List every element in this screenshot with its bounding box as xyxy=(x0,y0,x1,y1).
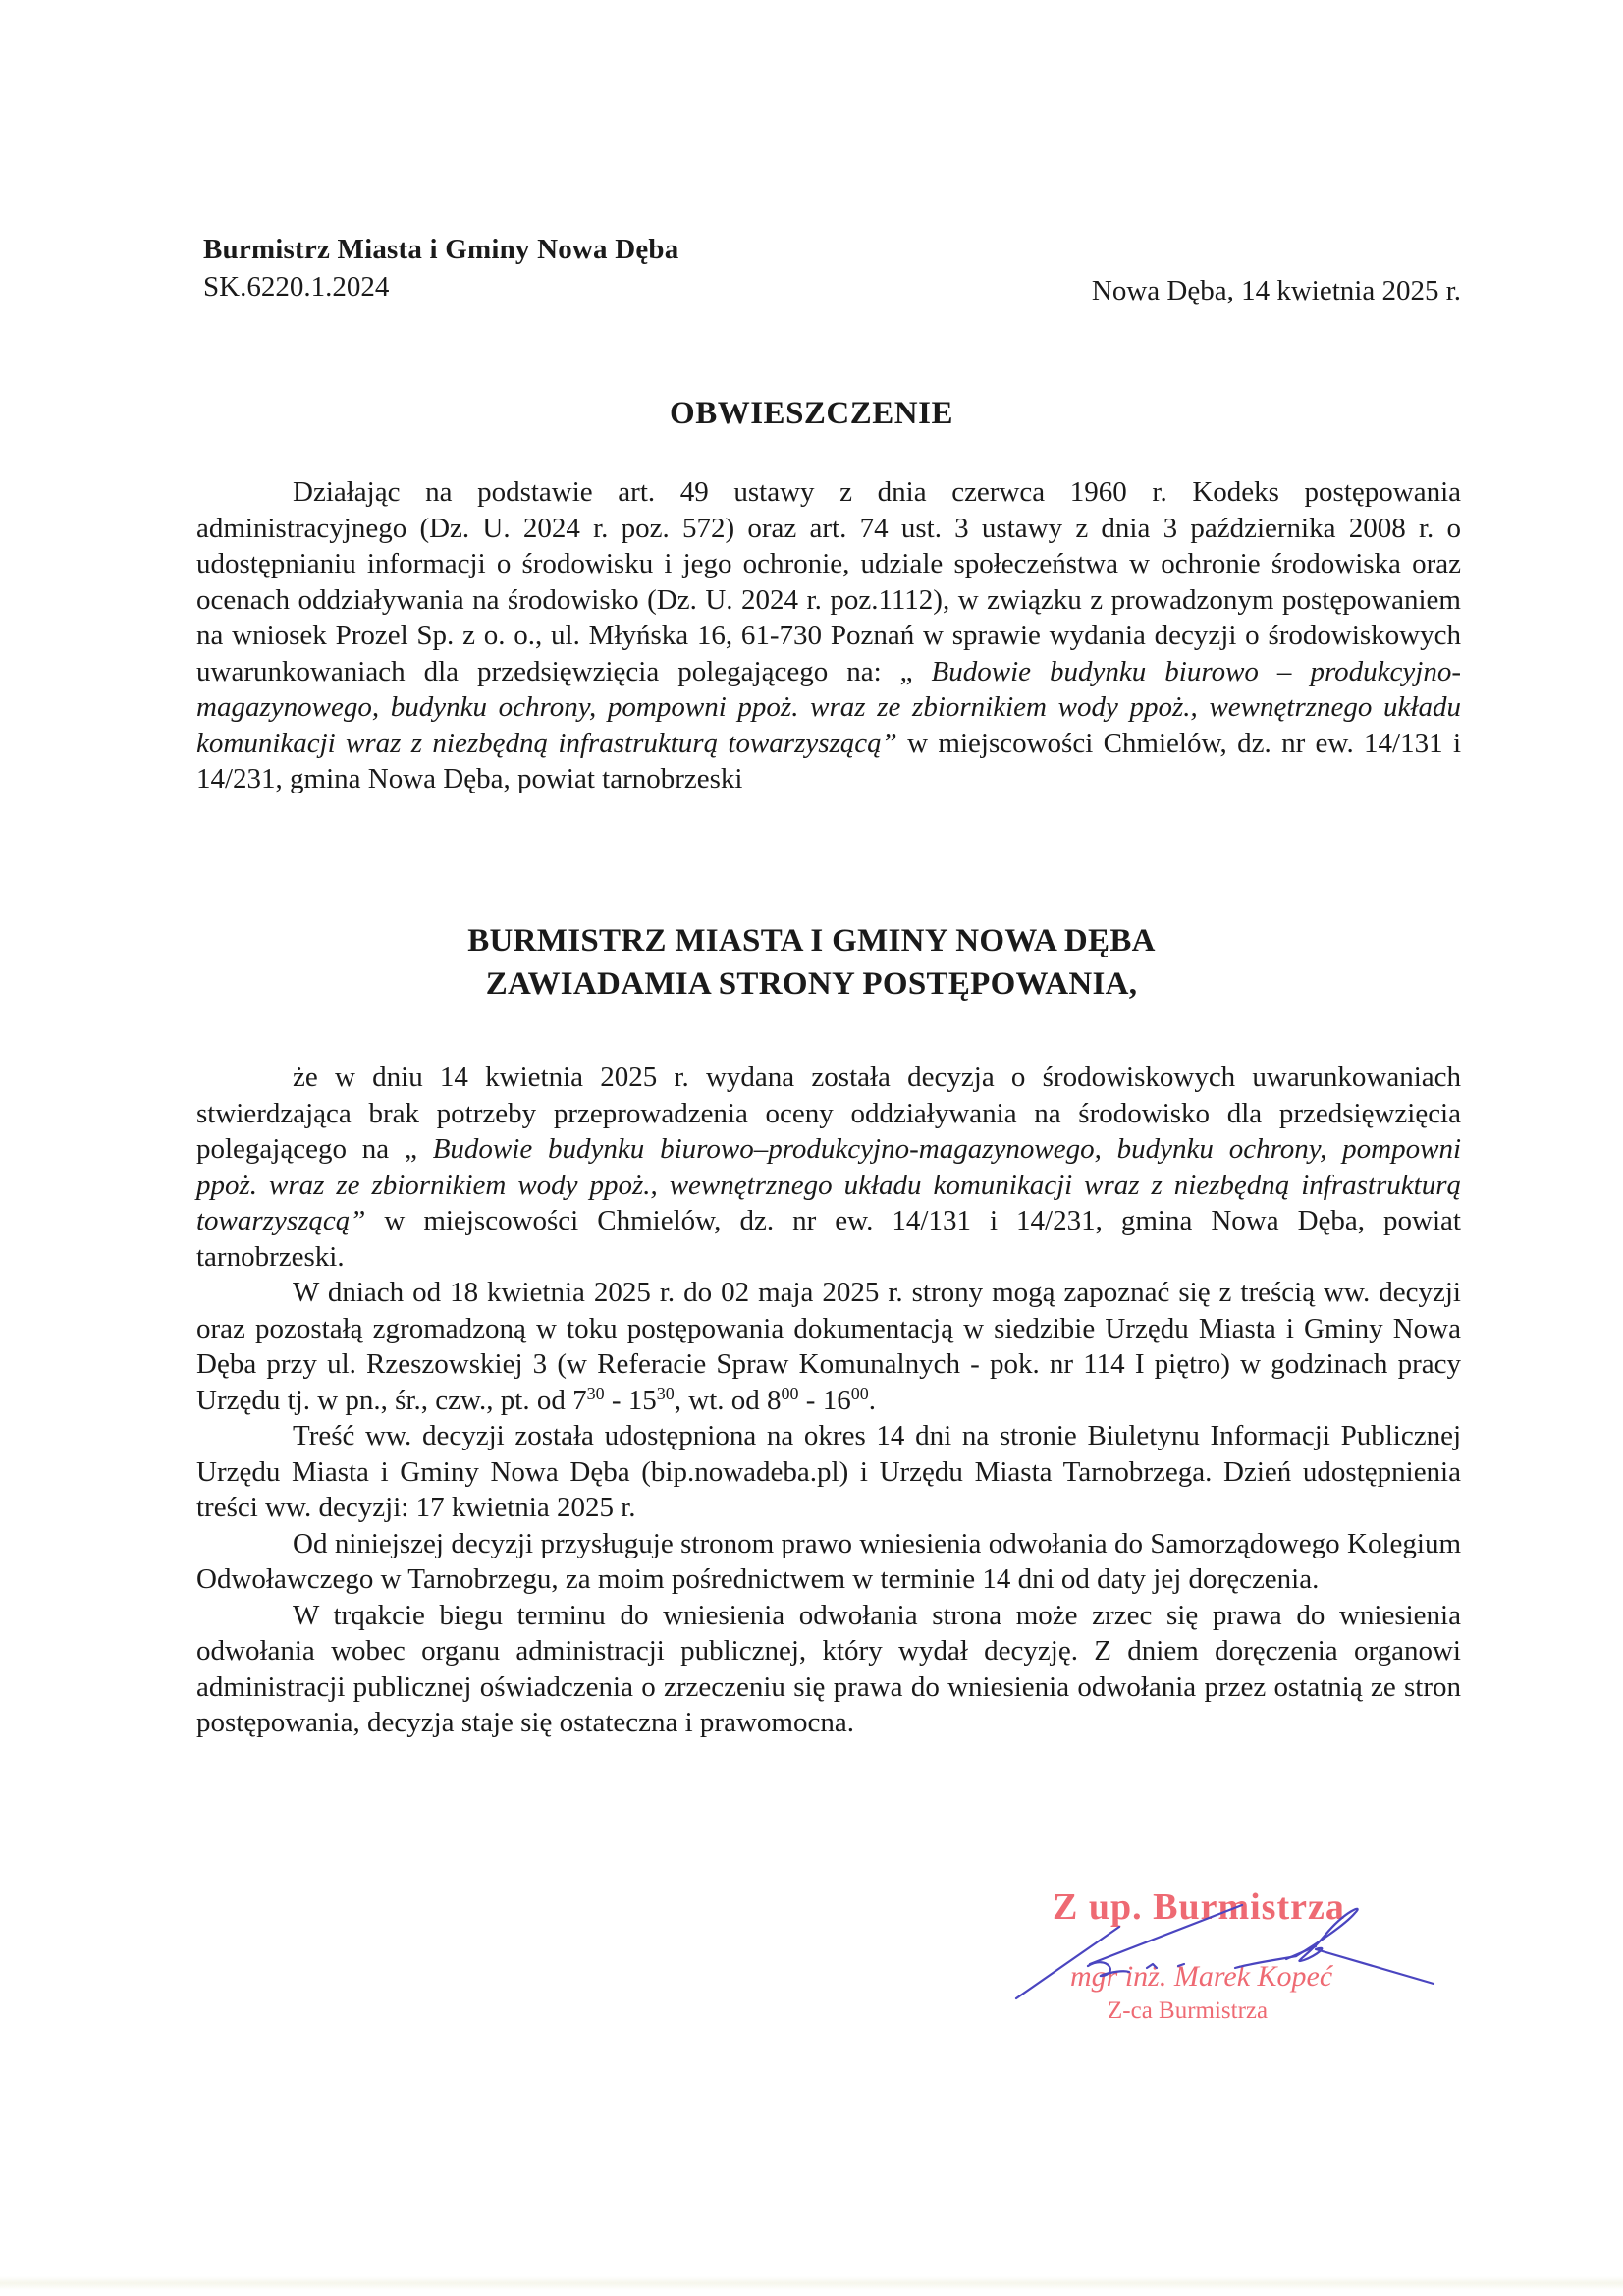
body-section xyxy=(196,1060,1461,1741)
decision-project-name: Budowie budynku biurowo–produkcyjno-magazynowego, budynku ochrony, pompowni ppoż. wraz ze zbiornikiem wody ppoż., wewnętrznego układu komunikacji wraz z niezbędną infrastrukturą towarzyszącą” xyxy=(196,1133,1461,1236)
stamp-signatory-title: Z-ca Burmistrza xyxy=(1108,1997,1269,2024)
intro-paragraph xyxy=(196,474,1461,797)
hours-dash: - xyxy=(604,1384,628,1416)
intro-location: w miejscowości Chmielów, dz. nr ew. 14/131 i 14/231, gmina Nowa Dęba, powiat tarnobrzeski xyxy=(196,727,1461,794)
tue-to: 16 xyxy=(822,1384,851,1416)
decision-location: w miejscowości Chmielów, dz. nr ew. 14/131 i 14/231, gmina Nowa Dęba, powiat tarnobrzeski. xyxy=(196,1205,1461,1273)
publication-paragraph: Treść ww. decyzji została udostępniona na okres 14 dni na stronie Biuletynu Informacji Publicznej Urzędu Miasta i Gminy Nowa Dęba (bip.nowadeba.pl) i Urzędu Miasta Tarnobrzega. Dzień udostępnienia treści ww. decyzji: 17 kwietnia 2025 r. xyxy=(196,1420,1461,1523)
hours-from: 7 xyxy=(572,1384,587,1416)
decision-text: że w dniu 14 kwietnia 2025 r. wydana została decyzja o środowiskowych uwarunkowaniach stwierdzająca brak potrzeby przeprowadzenia oceny oddziaływania na środowisko dla przedsięwzięcia polegającego na „ xyxy=(196,1062,1461,1165)
project-name: Budowie budynku biurowo – produkcyjno-magazynowego, budynku ochrony, pompowni ppoż. wraz ze zbiornikiem wody ppoż., wewnętrznego układu komunikacji wraz z niezbędną infrastrukturą towarzyszącą” xyxy=(196,655,1461,759)
issuing-authority: Burmistrz Miasta i Gminy Nowa Dęba xyxy=(203,234,679,265)
hours-to: 15 xyxy=(627,1384,657,1416)
tue-to-minutes: 00 xyxy=(850,1383,869,1403)
waiver-paragraph: W trqakcie biegu terminu do wniesienia odwołania strona może zrzec się prawa do wniesienia odwołania wobec organu administracji publicznej, który wydał decyzję. Z dniem doręczenia organowi administracji publicznej oświadczenia o zrzeczeniu się prawa do wniesienia odwołania przez ostatnią ze stron postępowania, decyzja staje się ostateczna i prawomocna. xyxy=(196,1599,1461,1738)
tue-from-minutes: 00 xyxy=(781,1383,799,1403)
hours-to-minutes: 30 xyxy=(656,1383,675,1403)
decision-paragraph xyxy=(196,1060,1461,1275)
stamp-signatory-name: mgr inż. Marek Kopeć xyxy=(1070,1960,1333,1993)
inspection-end: . xyxy=(868,1384,876,1416)
tue-from: 8 xyxy=(767,1384,782,1416)
stamp-authorization: Z up. Burmistrza xyxy=(1053,1886,1345,1928)
appeal-paragraph: Od niniejszej decyzji przysługuje stronom prawo wniesienia odwołania do Samorządowego Kolegium Odwoławczego w Tarnobrzegu, za moim pośrednictwem w terminie 14 dni od daty jej doręczenia. xyxy=(196,1527,1461,1595)
announcement-line-1: BURMISTRZ MIASTA I GMINY NOWA DĘBA xyxy=(467,923,1156,958)
scan-edge xyxy=(0,2276,1623,2290)
document-title: OBWIESZCZENIE xyxy=(670,396,953,431)
reference-number: SK.6220.1.2024 xyxy=(203,271,390,302)
tue-dash: - xyxy=(798,1384,823,1416)
handwritten-signature-icon xyxy=(992,1886,1463,2052)
hours-from-minutes: 30 xyxy=(586,1383,605,1403)
intro-text: Działając na podstawie art. 49 ustawy z dnia czerwca 1960 r. Kodeks postępowania administracyjnego (Dz. U. 2024 r. poz. 572) oraz art. 74 ust. 3 ustawy z dnia 3 października 2008 r. o udostępnianiu informacji o środowisku i jego ochronie, udziale społeczeństwa w ochronie środowiska oraz ocenach oddziaływania na środowisko (Dz. U. 2024 r. poz.1112), w związku z prowadzonym postępowaniem na wniosek Prozel Sp. z o. o., ul. Młyńska 16, 61-730 Poznań w sprawie wydania decyzji o środowiskowych uwarunkowaniach dla przedsięwzięcia polegającego na: „ xyxy=(196,476,1461,687)
place-and-date: Nowa Dęba, 14 kwietnia 2025 r. xyxy=(1091,275,1461,306)
signature-stamp xyxy=(992,1886,1463,2052)
announcement-line-2: ZAWIADAMIA STRONY POSTĘPOWANIA, xyxy=(485,966,1138,1002)
inspection-text: W dniach od 18 kwietnia 2025 r. do 02 maja 2025 r. strony mogą zapoznać się z treścią ww. decyzji oraz pozostałą zgromadzoną w toku postępowania dokumentacją w siedzibie Urzędu Miasta i Gminy Nowa Dęba przy ul. Rzeszowskiej 3 (w Referacie Spraw Komunalnych - pok. nr 114 I piętro) w godzinach pracy Urzędu tj. w pn., śr., czw., pt. od xyxy=(196,1277,1461,1416)
inspection-paragraph xyxy=(196,1275,1461,1418)
tuesday-label: , wt. od xyxy=(674,1384,768,1416)
